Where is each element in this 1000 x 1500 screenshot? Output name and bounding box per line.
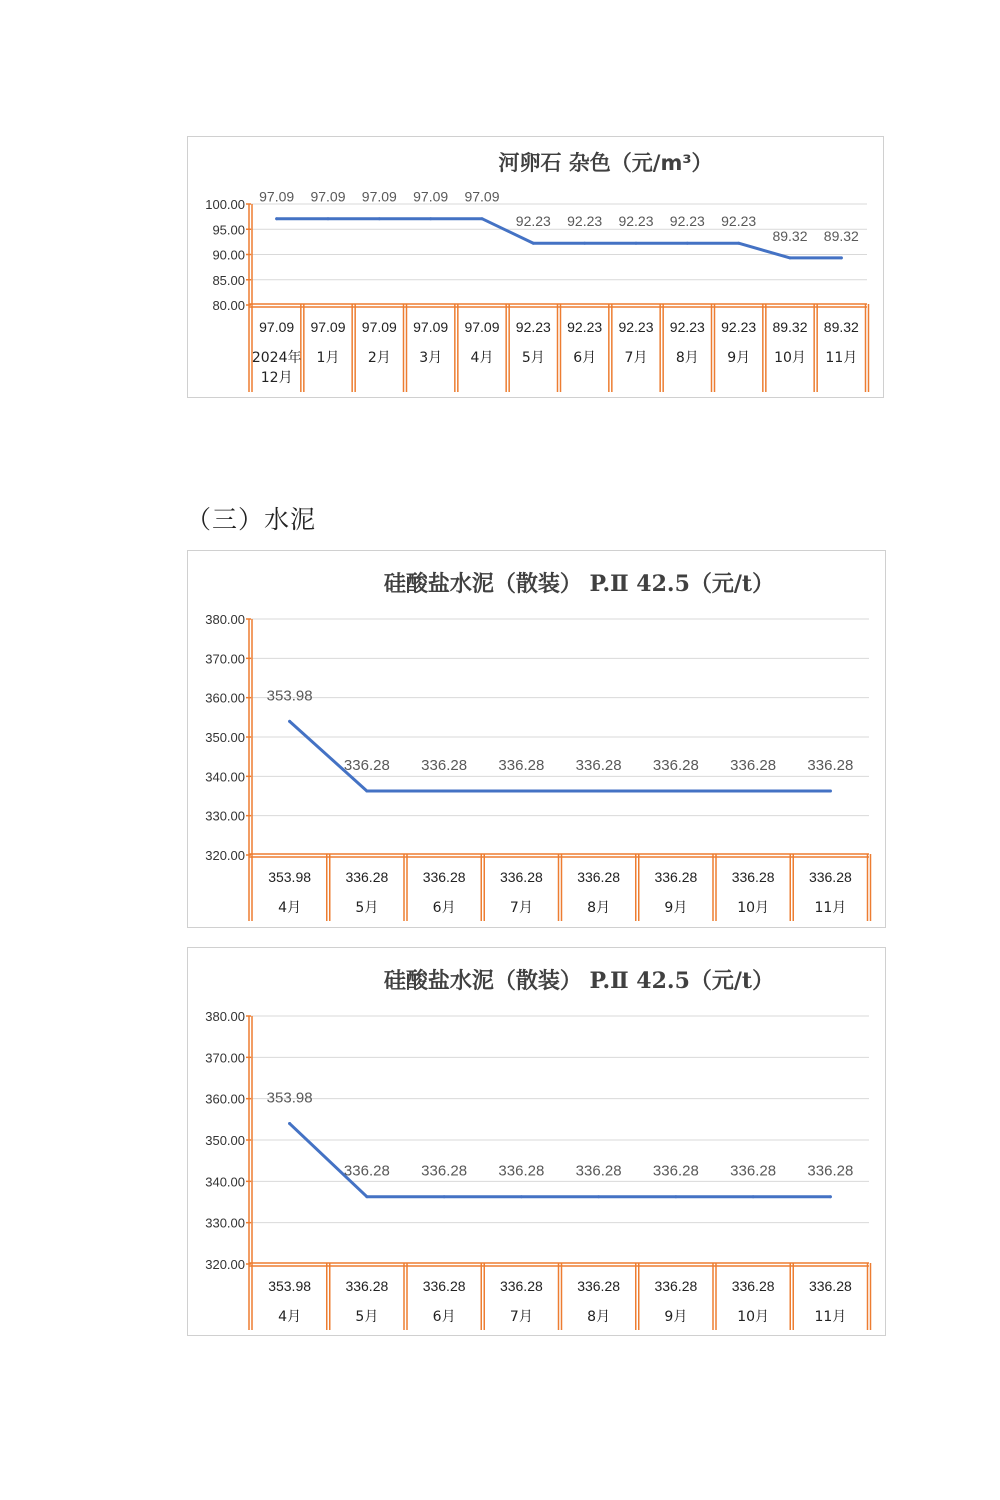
data-point — [737, 242, 740, 245]
section-heading: （三）水泥 — [186, 505, 317, 534]
category-label: 9月 — [727, 350, 751, 366]
table-value: 353.98 — [268, 869, 312, 885]
category-label: 11月 — [825, 350, 858, 366]
data-point — [532, 242, 535, 245]
y-tick-label: 350.00 — [205, 1133, 245, 1148]
y-tick-label: 340.00 — [205, 1174, 245, 1190]
category-label: 10月 — [774, 350, 806, 366]
table-value: 336.28 — [345, 869, 389, 885]
category-label: 12月 — [260, 370, 293, 386]
y-tick-label: 85.00 — [212, 272, 245, 288]
data-label: 97.09 — [310, 188, 346, 205]
category-label: 6月 — [432, 900, 456, 916]
table-value: 336.28 — [499, 869, 543, 885]
y-tick-label: 95.00 — [212, 222, 245, 238]
category-label: 1月 — [316, 350, 340, 366]
y-tick-label: 100.00 — [205, 197, 245, 212]
category-label: 10月 — [737, 1309, 770, 1325]
chart-plot — [188, 948, 887, 1337]
data-label: 92.23 — [721, 213, 757, 230]
y-tick-label: 380.00 — [205, 612, 245, 627]
data-label: 336.28 — [652, 756, 699, 774]
data-label: 336.28 — [807, 1162, 854, 1180]
table-value: 336.28 — [731, 869, 775, 885]
data-point — [597, 789, 600, 792]
y-tick-label: 360.00 — [205, 690, 245, 706]
category-label: 7月 — [509, 1309, 533, 1325]
data-point — [789, 256, 792, 259]
y-tick-label: 320.00 — [205, 848, 245, 863]
table-value: 336.28 — [808, 1278, 852, 1294]
data-point — [288, 1122, 291, 1125]
data-label: 97.09 — [464, 188, 500, 205]
data-point — [635, 242, 638, 245]
table-value: 336.28 — [808, 869, 852, 885]
data-point — [840, 256, 843, 259]
category-label: 4月 — [470, 350, 494, 366]
data-label: 97.09 — [361, 188, 397, 205]
data-point — [443, 789, 446, 792]
data-label: 92.23 — [618, 213, 654, 230]
y-axis — [205, 612, 869, 863]
table-value: 92.23 — [567, 319, 603, 335]
table-value: 336.28 — [654, 1278, 698, 1294]
series-line — [277, 219, 842, 258]
data-label: 336.28 — [498, 756, 545, 774]
table-value: 97.09 — [310, 319, 346, 335]
table-value: 336.28 — [345, 1278, 389, 1294]
y-tick-label: 80.00 — [212, 298, 245, 313]
y-tick-label: 380.00 — [205, 1009, 245, 1024]
data-point — [583, 242, 586, 245]
data-point — [752, 1195, 755, 1198]
data-point — [443, 1195, 446, 1198]
table-value: 97.09 — [259, 319, 295, 335]
chart-title: 硅酸盐水泥（散装） P.Ⅱ 42.5（元/t） — [383, 571, 775, 597]
table-value: 336.28 — [422, 869, 466, 885]
table-value: 97.09 — [361, 319, 397, 335]
category-label: 6月 — [432, 1309, 456, 1325]
table-value: 92.23 — [721, 319, 757, 335]
cement-price-chart — [187, 550, 886, 928]
data-point — [829, 1195, 832, 1198]
y-tick-label: 330.00 — [205, 808, 245, 824]
table-value: 92.23 — [669, 319, 705, 335]
data-label: 336.28 — [421, 1162, 468, 1180]
data-label: 89.32 — [772, 227, 808, 244]
table-value: 89.32 — [823, 319, 859, 335]
table-value: 336.28 — [422, 1278, 466, 1294]
data-point — [674, 789, 677, 792]
data-point — [327, 217, 330, 220]
table-value: 92.23 — [515, 319, 551, 335]
data-point — [686, 242, 689, 245]
data-label: 336.28 — [421, 756, 468, 774]
category-label: 9月 — [664, 1309, 688, 1325]
data-point — [520, 1195, 523, 1198]
table-value: 92.23 — [618, 319, 654, 335]
data-label: 336.28 — [807, 756, 854, 774]
data-label: 97.09 — [413, 188, 449, 205]
data-point — [597, 1195, 600, 1198]
y-axis — [205, 1009, 869, 1272]
category-label: 4月 — [278, 900, 302, 916]
category-label: 2024年 — [251, 350, 302, 366]
category-label: 5月 — [521, 350, 545, 366]
category-label: 8月 — [587, 900, 611, 916]
data-point — [365, 789, 368, 792]
chart-plot — [188, 551, 887, 929]
data-point — [829, 789, 832, 792]
pebble-price-chart — [187, 136, 884, 398]
table-value: 336.28 — [577, 1278, 621, 1294]
data-table — [268, 1263, 870, 1330]
category-label: 7月 — [624, 350, 648, 366]
data-label: 336.28 — [498, 1162, 545, 1180]
y-tick-label: 370.00 — [205, 1050, 245, 1066]
y-tick-label: 320.00 — [205, 1257, 245, 1272]
y-tick-label: 370.00 — [205, 651, 245, 667]
category-label: 8月 — [675, 350, 699, 366]
data-point — [378, 217, 381, 220]
data-point — [365, 1195, 368, 1198]
chart-title: 硅酸盐水泥（散装） P.Ⅱ 42.5（元/t） — [383, 968, 775, 994]
y-tick-label: 330.00 — [205, 1215, 245, 1231]
table-value: 97.09 — [464, 319, 500, 335]
data-label: 336.28 — [730, 1162, 777, 1180]
data-point — [288, 720, 291, 723]
data-label: 97.09 — [259, 188, 295, 205]
data-label: 353.98 — [266, 1089, 313, 1107]
data-point — [752, 789, 755, 792]
category-label: 7月 — [509, 900, 533, 916]
category-label: 11月 — [814, 900, 847, 916]
table-value: 336.28 — [654, 869, 698, 885]
data-label: 336.28 — [343, 756, 390, 774]
data-label: 336.28 — [575, 756, 622, 774]
table-value: 336.28 — [731, 1278, 775, 1294]
category-label: 2月 — [367, 350, 391, 366]
table-value: 97.09 — [413, 319, 449, 335]
data-table — [252, 304, 869, 392]
data-label: 92.23 — [515, 213, 551, 230]
table-value: 89.32 — [772, 319, 808, 335]
data-point — [481, 217, 484, 220]
series-line — [290, 1124, 831, 1197]
table-value: 336.28 — [577, 869, 621, 885]
data-label: 353.98 — [266, 687, 313, 705]
table-value: 336.28 — [499, 1278, 543, 1294]
category-label: 9月 — [664, 900, 688, 916]
category-label: 3月 — [419, 350, 443, 366]
y-tick-label: 340.00 — [205, 769, 245, 785]
category-label: 4月 — [278, 1309, 302, 1325]
chart-title: 河卵石 杂色（元/m³） — [498, 151, 713, 175]
category-label: 10月 — [737, 900, 770, 916]
y-tick-label: 360.00 — [205, 1091, 245, 1107]
data-label: 336.28 — [575, 1162, 622, 1180]
category-label: 6月 — [573, 350, 597, 366]
data-point — [674, 1195, 677, 1198]
data-point — [275, 217, 278, 220]
chart-plot — [188, 137, 885, 399]
category-label: 8月 — [587, 1309, 611, 1325]
y-tick-label: 350.00 — [205, 730, 245, 745]
category-label: 11月 — [814, 1309, 847, 1325]
data-label: 336.28 — [730, 756, 777, 774]
data-label: 89.32 — [823, 227, 859, 244]
data-label: 336.28 — [652, 1162, 699, 1180]
data-label: 336.28 — [343, 1162, 390, 1180]
y-tick-label: 90.00 — [212, 247, 245, 263]
table-value: 353.98 — [268, 1278, 312, 1294]
data-point — [429, 217, 432, 220]
data-point — [520, 789, 523, 792]
cement-price-chart-repeat — [187, 947, 886, 1336]
data-table — [268, 854, 870, 921]
category-label: 5月 — [355, 900, 379, 916]
data-label: 92.23 — [567, 213, 603, 230]
data-label: 92.23 — [669, 213, 705, 230]
category-label: 5月 — [355, 1309, 379, 1325]
